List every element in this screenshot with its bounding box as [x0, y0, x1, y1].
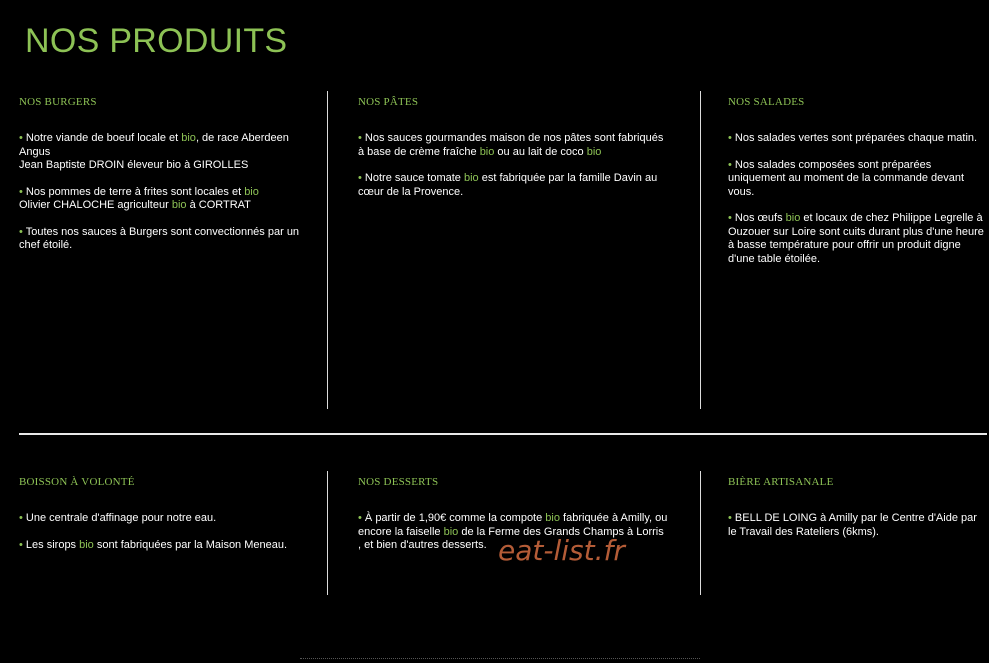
- boisson-item-1: • Une centrale d'affinage pour notre eau.: [19, 512, 217, 524]
- bio-label: bio: [171, 199, 187, 211]
- salades-item-3: • Nos œufs bio et locaux de chez Philippe Legrelle à Ouzouer sur Loire sont cuits durant plus d'une heure à basse température pour offrir un produit digne d'une table étoilée.: [728, 212, 984, 265]
- bullet-icon: •: [19, 538, 23, 551]
- column-divider: [700, 471, 701, 595]
- section-boisson: [19, 475, 309, 565]
- bullet-icon: •: [728, 158, 732, 171]
- salades-item-1: • Nos salades vertes sont préparées chaque matin.: [728, 132, 978, 144]
- bullet-icon: •: [19, 185, 23, 198]
- bio-label: bio: [79, 538, 94, 551]
- bullet-icon: •: [358, 172, 362, 184]
- bullet-icon: •: [19, 132, 23, 144]
- bullet-icon: •: [728, 132, 732, 144]
- column-divider: [327, 91, 328, 409]
- bullet-icon: •: [19, 225, 23, 238]
- section-title-boisson: BOISSON À VOLONTÉ: [19, 476, 135, 488]
- pates-item-1: • Nos sauces gourmandes maison de nos pâtes sont fabriqués à base de crème fraîche bio ou au lait de coco bio: [358, 132, 664, 158]
- section-salades: [728, 95, 986, 279]
- burgers-item-1: • Notre viande de boeuf locale et bio, de race Aberdeen Angus Jean Baptiste DROIN éleveur bio à GIROLLES: [19, 132, 289, 171]
- bio-label: bio: [479, 145, 495, 158]
- row-divider: [19, 433, 987, 435]
- burgers-item-2: • Nos pommes de terre à frites sont locales et bio Olivier CHALOCHE agriculteur bio à CORTRAT: [19, 185, 259, 211]
- watermark: eat-list.fr: [498, 534, 625, 567]
- bio-label: bio: [443, 525, 459, 538]
- bio-label: bio: [586, 145, 602, 158]
- bio-label: bio: [463, 172, 479, 184]
- section-title-biere: BIÈRE ARTISANALE: [728, 476, 834, 488]
- burgers-item-3: • Toutes nos sauces à Burgers sont convectionnés par un chef étoilé.: [19, 225, 300, 251]
- section-title-desserts: NOS DESSERTS: [358, 476, 439, 488]
- salades-item-2: • Nos salades composées sont préparées uniquement au moment de la commande devant vous.: [728, 158, 965, 198]
- bio-label: bio: [545, 512, 560, 524]
- biere-item-1: • BELL DE LOING à Amilly par le Centre d'Aide par le Travail des Rateliers (6kms).: [728, 512, 977, 538]
- bullet-icon: •: [728, 212, 732, 224]
- bullet-icon: •: [728, 512, 732, 524]
- column-divider: [700, 91, 701, 409]
- pates-item-2: • Notre sauce tomate bio est fabriquée par la famille Davin au cœur de la Provence.: [358, 172, 658, 198]
- section-burgers: [19, 95, 309, 266]
- bio-label: bio: [785, 212, 801, 224]
- bio-label: bio: [244, 185, 259, 198]
- section-pates: [358, 95, 668, 212]
- section-title-burgers: NOS BURGERS: [19, 96, 97, 108]
- column-divider: [327, 471, 328, 595]
- bullet-icon: •: [19, 512, 23, 524]
- section-title-salades: NOS SALADES: [728, 96, 805, 108]
- section-biere: [728, 475, 986, 552]
- desserts-item-1: • À partir de 1,90€ comme la compote bio fabriquée à Amilly, ou encore la faiselle bio de la Ferme des Grands Champs à Lorris , et bien d'autres desserts.: [358, 512, 668, 551]
- section-title-pates: NOS PÂTES: [358, 96, 419, 108]
- page-title: NOS PRODUITS: [25, 22, 288, 60]
- bullet-icon: •: [358, 512, 362, 524]
- bio-label: bio: [181, 132, 196, 144]
- bullet-icon: •: [358, 132, 362, 144]
- footer-divider: [300, 658, 700, 661]
- boisson-item-2: • Les sirops bio sont fabriquées par la Maison Meneau.: [19, 538, 288, 551]
